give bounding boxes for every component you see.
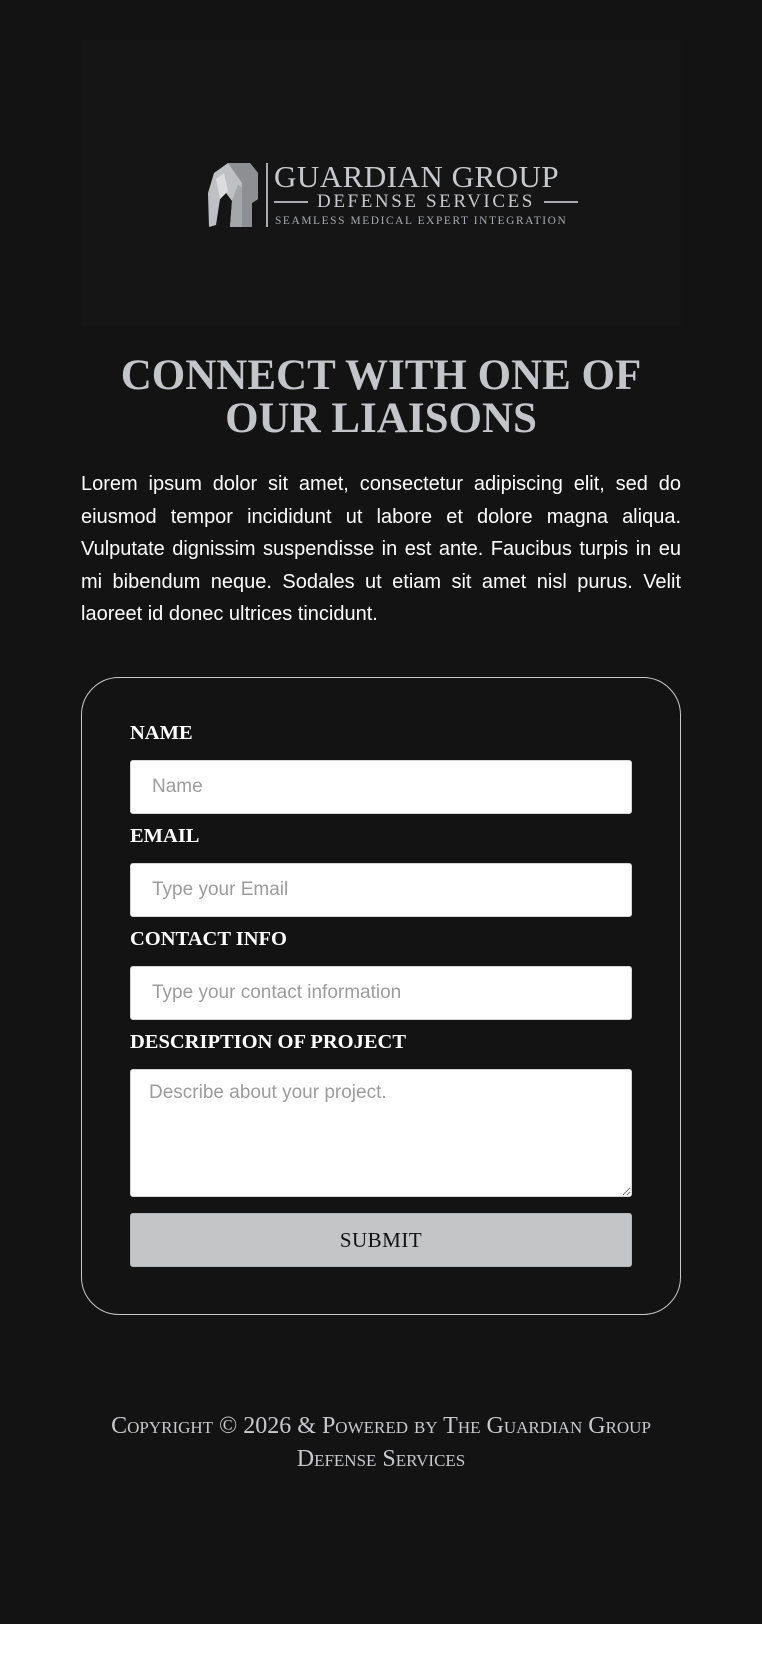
helmet-icon	[208, 163, 260, 227]
description-textarea[interactable]	[130, 1069, 632, 1197]
contact-info-input[interactable]	[130, 966, 632, 1020]
name-label: NAME	[130, 722, 193, 744]
logo-rule-left	[274, 201, 308, 203]
logo-subtitle: DEFENSE SERVICES	[317, 191, 535, 212]
name-input[interactable]	[130, 760, 632, 814]
submit-button[interactable]: SUBMIT	[130, 1213, 632, 1267]
footer-copyright: Copyright © 2026 & Powered by The Guardian Group Defense Services	[111, 1413, 651, 1472]
description-label: DESCRIPTION OF PROJECT	[130, 1031, 407, 1053]
contact-form	[81, 677, 681, 1315]
logo-title: GUARDIAN GROUP	[274, 159, 560, 194]
contact-info-label: CONTACT INFO	[130, 928, 287, 950]
intro-paragraph: Lorem ipsum dolor sit amet, consectetur adipiscing elit, sed do eiusmod tempor incididunt ut labore et dolore magna aliqua. Vulputate dignissim suspendisse in est ante. Faucibus turpis in eu mi bibendum neque. Sodales ut etiam sit amet nisl purus. Velit laoreet id donec ultrices tincidunt.	[81, 473, 681, 625]
email-input[interactable]	[130, 863, 632, 917]
page-title: CONNECT WITH ONE OF OUR LIAISONS	[120, 352, 642, 442]
logo-panel	[81, 40, 681, 325]
logo-rule-right	[544, 201, 578, 203]
logo-divider	[266, 163, 268, 227]
logo-subtitle-row	[274, 191, 578, 213]
logo-tagline: SEAMLESS MEDICAL EXPERT INTEGRATION	[275, 215, 568, 227]
company-logo	[208, 159, 578, 229]
email-label: EMAIL	[130, 825, 200, 847]
